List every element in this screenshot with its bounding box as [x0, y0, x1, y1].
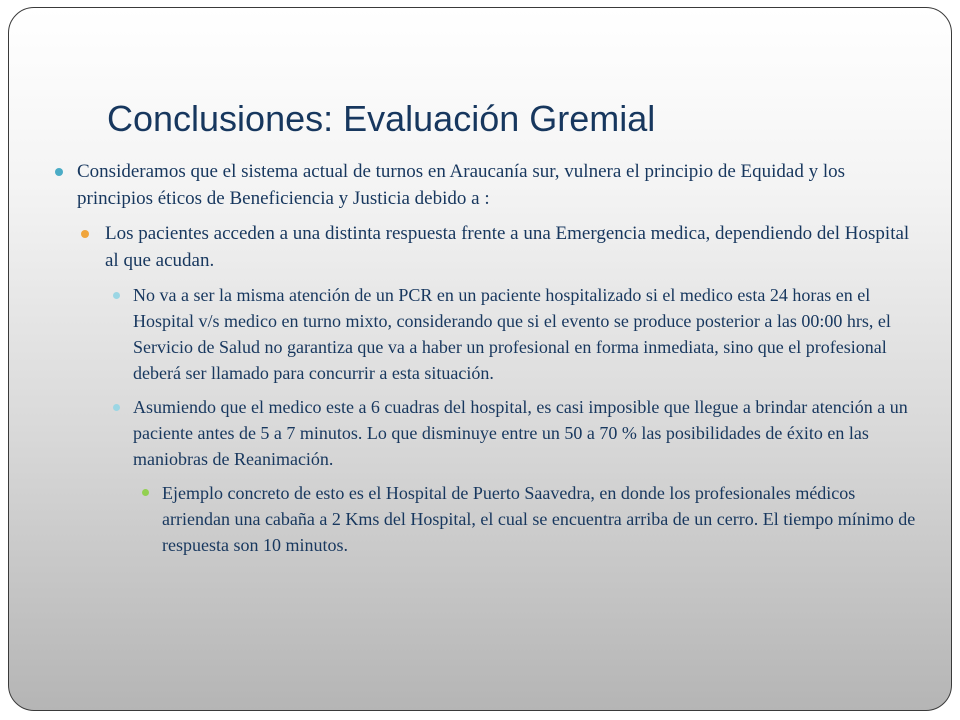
bullet-dot-icon	[55, 168, 63, 176]
bullet-dot-icon	[113, 404, 120, 411]
bullet-text: Los pacientes acceden a una distinta respuesta frente a una Emergencia medica, dependiendo del Hospital al que acudan.	[105, 223, 910, 271]
slide-content	[9, 158, 952, 558]
bullet-dot-icon	[81, 230, 89, 238]
bullet-level-3	[133, 282, 915, 386]
bullet-level-2	[105, 220, 915, 274]
bullet-level-3	[133, 394, 915, 472]
bullet-text: Asumiendo que el medico este a 6 cuadras del hospital, es casi imposible que llegue a brindar atención a un paciente antes de 5 a 7 minutos. Lo que disminuye entre un 50 a 70 % las posibilidades de éxito en las maniobras de Reanimación.	[133, 397, 908, 469]
bullet-text: No va a ser la misma atención de un PCR en un paciente hospitalizado si el medico esta 24 horas en el Hospital v/s medico en turno mixto, considerando que si el evento se produce posterior a las 00:00 hrs, el Servicio de Salud no garantiza que va a haber un profesional en forma inmediata, sino que el profesional deberá ser llamado para concurrir a esta situación.	[133, 285, 891, 383]
bullet-level-4	[162, 480, 922, 558]
bullet-dot-icon	[113, 292, 120, 299]
bullet-text: Consideramos que el sistema actual de turnos en Araucanía sur, vulnera el principio de Equidad y los principios éticos de Beneficiencia y Justicia debido a :	[77, 161, 845, 209]
slide-title: Conclusiones: Evaluación Gremial	[107, 98, 656, 139]
bullet-text: Ejemplo concreto de esto es el Hospital de Puerto Saavedra, en donde los profesionales médicos arriendan una cabaña a 2 Kms del Hospital, el cual se encuentra arriba de un cerro. El tiempo mínimo de respuesta son 10 minutos.	[162, 483, 916, 555]
bullet-dot-icon	[142, 489, 149, 496]
slide	[8, 7, 952, 711]
bullet-level-1	[77, 158, 889, 212]
